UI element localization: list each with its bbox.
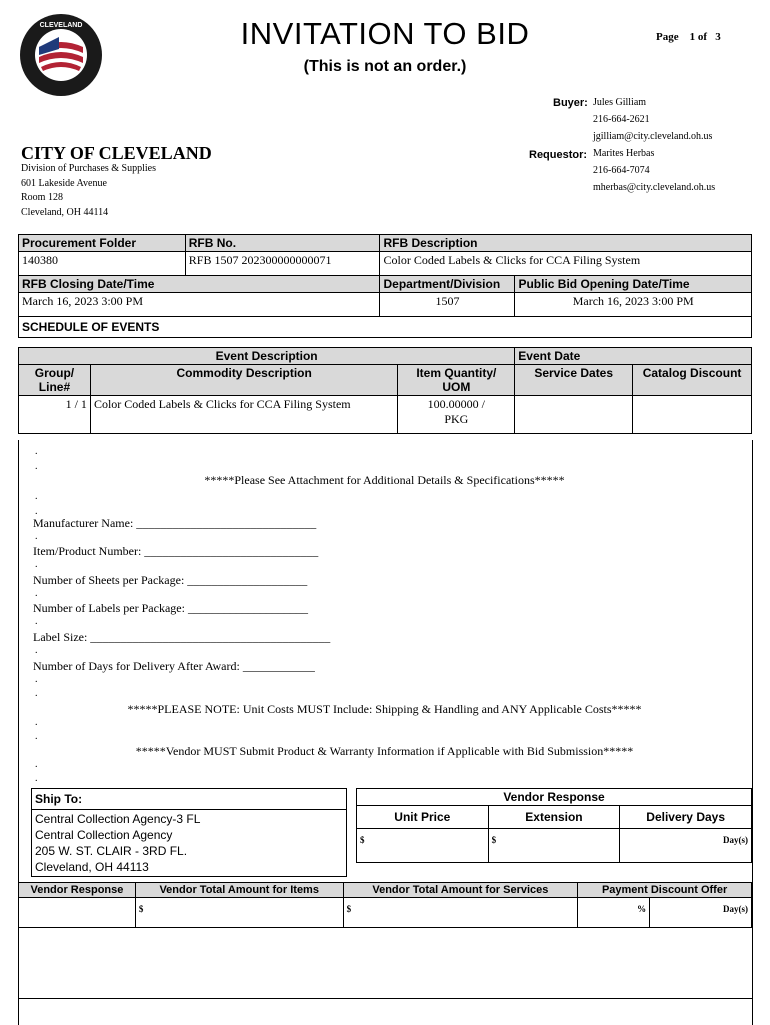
extension-input[interactable]: $ [488, 829, 620, 863]
requestor-label: Requestor: [529, 149, 588, 161]
unit-price-input[interactable]: $ [357, 829, 489, 863]
procurement-folder-value: 140380 [19, 252, 186, 276]
commodity-header: Commodity Description [90, 365, 397, 396]
item-catalog-discount [633, 396, 752, 434]
rfb-no-header: RFB No. [185, 235, 380, 252]
spacer-dot: . [35, 688, 38, 699]
spacer-dot: . [35, 731, 38, 742]
labels-line: Number of Labels per Package: ____________________ [33, 601, 308, 615]
rfb-description-value: Color Coded Labels & Clicks for CCA Filing System [380, 252, 752, 276]
label-size-line: Label Size: ________________________________________ [33, 630, 331, 644]
closing-value: March 16, 2023 3:00 PM [19, 293, 380, 317]
requestor-info: Marites Herbas 216-664-7074 mherbas@city.cleveland.oh.us [593, 148, 716, 193]
spacer-dot: . [35, 491, 38, 502]
item-quantity: 100.00000 / PKG [398, 396, 515, 434]
org-address: Division of Purchases & Supplies 601 Lakeside Avenue Room 128 Cleveland, OH 44114 [21, 163, 156, 218]
notes-box [18, 934, 753, 999]
table-row [19, 396, 752, 434]
group-line-header: Group/ Line# [19, 365, 91, 396]
manufacturer-line: Manufacturer Name: ______________________________ [33, 516, 317, 530]
ship-to-address: Central Collection Agency-3 FL Central Collection Agency 205 W. ST. CLAIR - 3RD FL. Cleveland, OH 44113 [32, 810, 347, 877]
rfb-description-header: RFB Description [380, 235, 752, 252]
extension-header: Extension [488, 806, 620, 829]
spacer-dot: . [35, 461, 38, 472]
unit-price-header: Unit Price [357, 806, 489, 829]
spacer-dot: . [35, 588, 38, 599]
procurement-folder-header: Procurement Folder [19, 235, 186, 252]
vendor-response-box [356, 788, 752, 863]
rfb-no-value: RFB 1507 202300000000071 [185, 252, 380, 276]
event-date-header: Event Date [515, 348, 752, 365]
department-value: 1507 [380, 293, 515, 317]
payment-discount-header: Payment Discount Offer [578, 883, 752, 898]
event-description-header: Event Description [19, 348, 515, 365]
spacer-dot: . [35, 531, 38, 542]
spacer-dot: . [35, 645, 38, 656]
spacer-dot: . [35, 773, 38, 784]
closing-header: RFB Closing Date/Time [19, 276, 380, 293]
sheets-line: Number of Sheets per Package: ____________________ [33, 573, 308, 587]
document-title: INVITATION TO BID [240, 16, 530, 51]
item-line: 1 / 1 [19, 396, 91, 434]
total-items-input[interactable]: $ [135, 898, 343, 928]
vendor-totals-table [18, 882, 752, 928]
spacer-dot: . [35, 759, 38, 770]
item-description: Color Coded Labels & Clicks for CCA Filing System [90, 396, 397, 434]
discount-days-input[interactable]: Day(s) [650, 898, 752, 928]
item-number-line: Item/Product Number: _____________________________ [33, 544, 319, 558]
department-header: Department/Division [380, 276, 515, 293]
items-table [18, 347, 752, 434]
vendor-response-header: Vendor Response [357, 789, 752, 806]
warranty-note: *****Vendor MUST Submit Product & Warranty Information if Applicable with Bid Submission***** [135, 744, 634, 758]
ship-to-header: Ship To: [32, 789, 347, 810]
spacer-dot: . [35, 559, 38, 570]
spacer-dot: . [35, 616, 38, 627]
spacer-dot: . [35, 674, 38, 685]
total-items-header: Vendor Total Amount for Items [135, 883, 343, 898]
total-services-input[interactable]: $ [343, 898, 578, 928]
unit-cost-note: *****PLEASE NOTE: Unit Costs MUST Include: Shipping & Handling and ANY Applicable Costs***** [127, 702, 642, 716]
svg-text:CLEVELAND: CLEVELAND [39, 22, 83, 29]
schedule-header: SCHEDULE OF EVENTS [19, 317, 752, 338]
spacer-dot: . [35, 717, 38, 728]
service-dates-header: Service Dates [515, 365, 633, 396]
delivery-days-header: Delivery Days [620, 806, 752, 829]
delivery-days-line: Number of Days for Delivery After Award: ____________ [33, 659, 315, 673]
spacer-dot: . [35, 446, 38, 457]
vendor-response-col-header: Vendor Response [19, 883, 136, 898]
document-subtitle: (This is not an order.) [303, 58, 467, 75]
org-name: CITY OF CLEVELAND [21, 143, 212, 163]
rfb-info-table [18, 234, 752, 338]
opening-header: Public Bid Opening Date/Time [515, 276, 752, 293]
buyer-info: Jules Gilliam 216-664-2621 jgilliam@city.cleveland.oh.us [593, 97, 713, 142]
buyer-label: Buyer: [553, 97, 588, 109]
item-service-dates [515, 396, 633, 434]
quantity-header: Item Quantity/ UOM [398, 365, 515, 396]
spacer-dot: . [35, 506, 38, 517]
catalog-discount-header: Catalog Discount [633, 365, 752, 396]
discount-percent-input[interactable]: % [578, 898, 650, 928]
delivery-days-input[interactable]: Day(s) [620, 829, 752, 863]
vendor-response-input[interactable] [19, 898, 136, 928]
opening-value: March 16, 2023 3:00 PM [515, 293, 752, 317]
ship-to-box [31, 788, 347, 877]
total-services-header: Vendor Total Amount for Services [343, 883, 578, 898]
page-indicator: Page 1 of 3 [656, 31, 721, 43]
attachment-note: *****Please See Attachment for Additional Details & Specifications***** [204, 473, 565, 487]
